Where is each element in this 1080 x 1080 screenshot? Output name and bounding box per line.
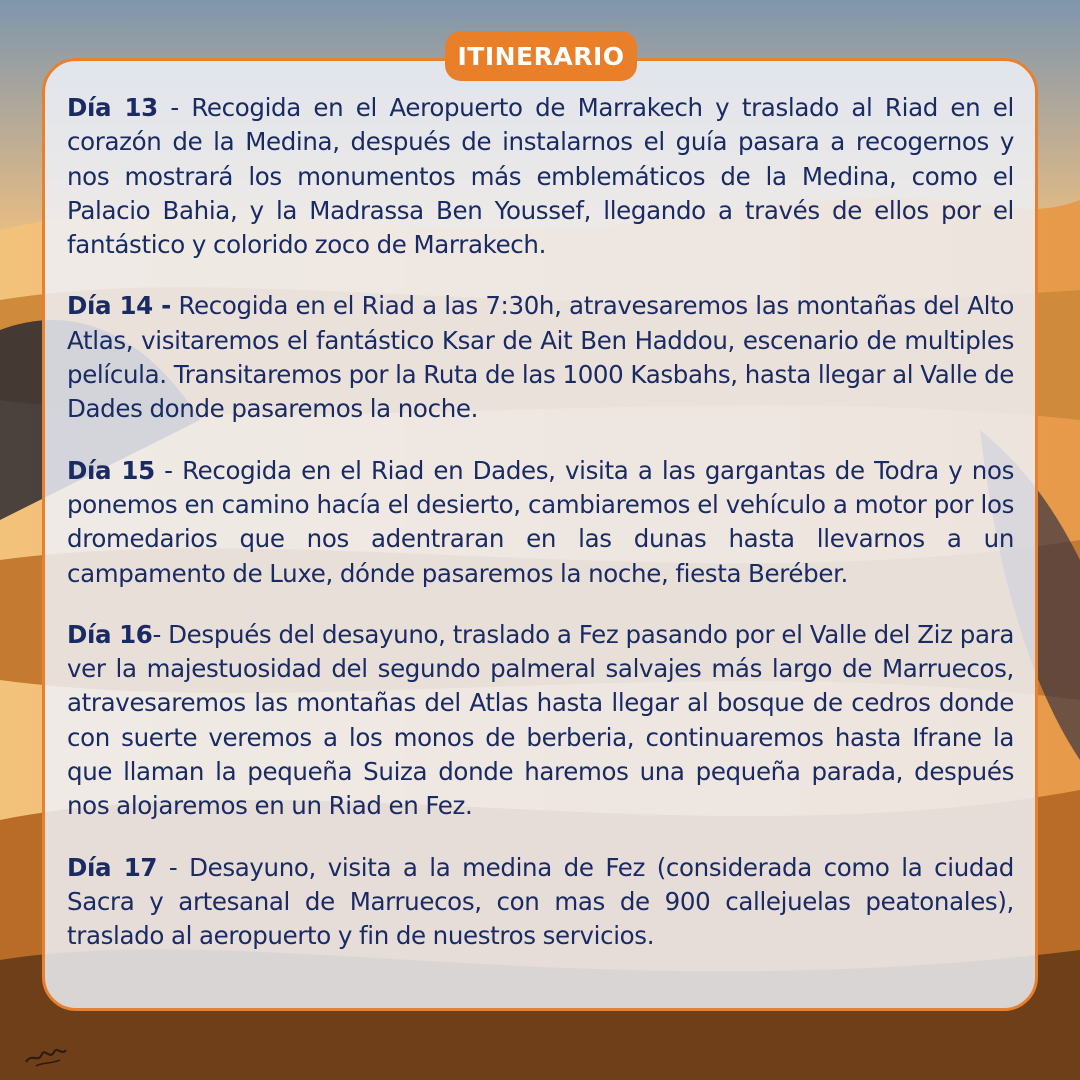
day-separator: -: [154, 455, 183, 485]
itinerary-day-17: [67, 851, 1014, 954]
day-separator: -: [157, 93, 192, 122]
day-label: Día 14 -: [67, 291, 171, 321]
day-description: Recogida en el Riad a las 7:30h, atravesaremos las montañas del Alto Atlas, visitaremos el fantástico Ksar de Ait Ben Haddou, escenario de multiples película. Transitaremos por la Ruta de las 1000 Kasbahs, hasta llegar al Valle de Dades donde pasaremos la noche.: [67, 291, 1014, 424]
day-description: Recogida en el Aeropuerto de Marrakech y traslado al Riad en el corazón de la Medina, después de instalarnos el guía pasara a recogernos y nos mostrará los monumentos más emblemáticos de la Medina, como el Palacio Bahia, y la Madrassa Ben Youssef, llegando a través de ellos por el fantástico y colorido zoco de Marrakech.: [67, 93, 1014, 260]
day-label: Día 17: [67, 852, 158, 882]
itinerary-day-16: [67, 618, 1014, 824]
itinerary-day-14: [67, 289, 1014, 426]
day-label: Día 13: [67, 93, 158, 122]
day-separator: -: [152, 619, 169, 649]
itinerary-card: [42, 58, 1038, 1011]
itinerary-day-13: [67, 91, 1014, 262]
itinerary-title-badge: [445, 31, 637, 81]
artist-signature-icon: [22, 1038, 70, 1070]
day-description: Después del desayuno, traslado a Fez pasando por el Valle del Ziz para ver la majestuosidad del segundo palmeral salvajes más largo de Marruecos, atravesaremos las montañas del Atlas hasta llegar al bosque de cedros donde con suerte veremos a los monos de berberia, continuaremos hasta Ifrane la que llaman la pequeña Suiza donde haremos una pequeña parada, después nos alojaremos en un Riad en Fez.: [67, 619, 1015, 821]
day-description: Desayuno, visita a la medina de Fez (considerada como la ciudad Sacra y artesanal de Marruecos, con mas de 900 callejuelas peatonales), traslado al aeropuerto y fin de nuestros servicios.: [67, 852, 1014, 951]
day-label: Día 16: [67, 619, 153, 649]
day-separator: -: [157, 852, 190, 882]
day-label: Día 15: [67, 455, 155, 485]
day-description: Recogida en el Riad en Dades, visita a las gargantas de Todra y nos ponemos en camino hacía el desierto, cambiaremos el vehículo a motor por los dromedarios que nos adentraran en las dunas hasta llevarnos a un campamento de Luxe, dónde pasaremos la noche, fiesta Beréber.: [67, 455, 1014, 588]
itinerary-title: ITINERARIO: [457, 41, 625, 71]
itinerary-day-15: [67, 454, 1014, 591]
